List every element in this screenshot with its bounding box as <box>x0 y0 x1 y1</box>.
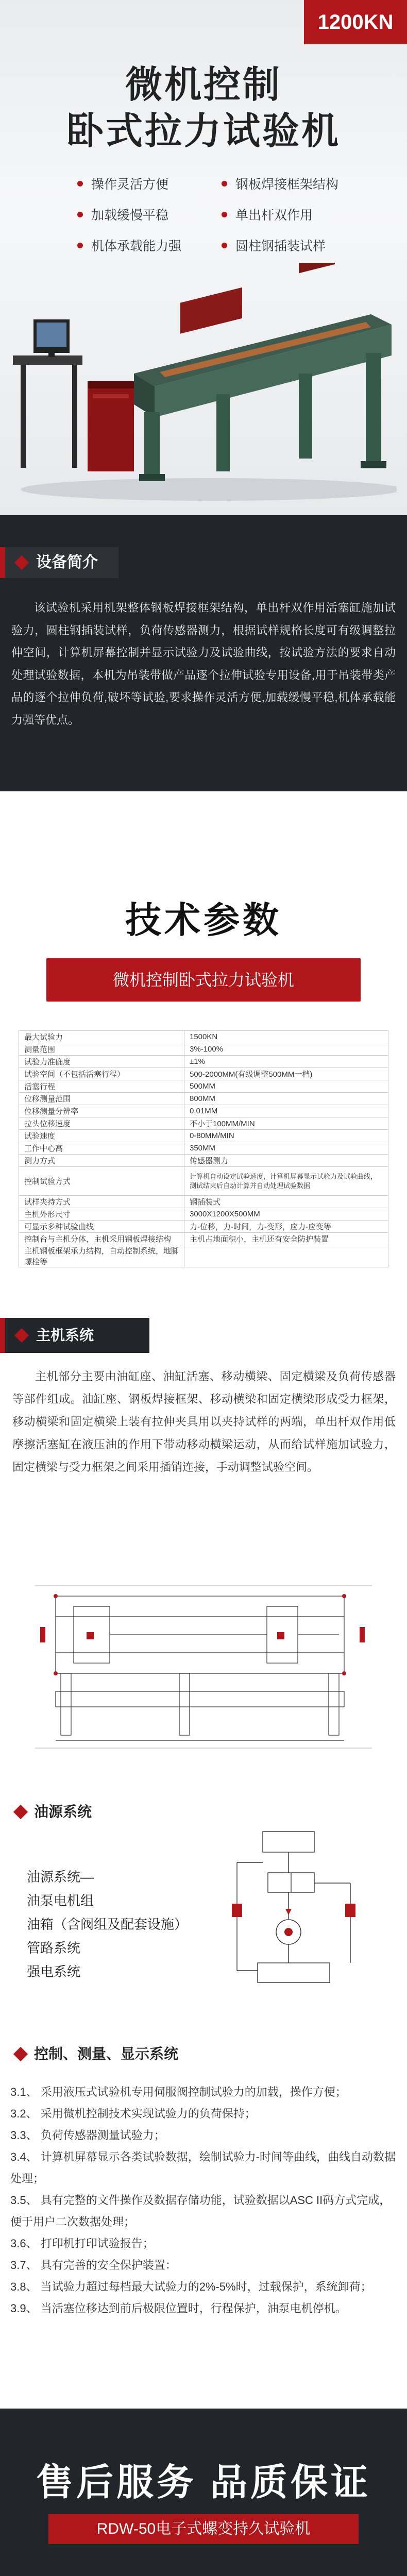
bullet-icon <box>77 243 83 248</box>
hydraulic-schematic <box>216 1821 376 1991</box>
list-item: 3.2、 采用微机控制技术实现试验力的负荷保持； <box>10 2107 256 2120</box>
table-row: 活塞行程 500MM <box>19 1080 388 1093</box>
list-item: 管路系统 <box>27 1940 81 1956</box>
list-item: 油源系统— <box>27 1869 94 1885</box>
table-row: 主机钢板框架承力结构，自动控制系统，地脚螺栓等 <box>19 1245 388 1267</box>
table-row: 拉头位移速度 不小于100MM/MIN <box>19 1117 388 1130</box>
list-item: 3.6、 打印机打印试验报告； <box>10 2237 154 2250</box>
list-item: 油箱（含阀组及配套设施） <box>27 1917 188 1932</box>
hero-title-line2: 卧式拉力试验机 <box>66 111 341 152</box>
spec-table <box>19 1030 388 1267</box>
table-row: 控制试验方式 计算机自动设定试验速度，计算机屏幕显示试验力及试验曲线，测试结束后自动计算并自动处理试验数据 <box>19 1167 388 1196</box>
bullet-icon <box>222 212 227 217</box>
main-system-heading-bar <box>0 1318 149 1353</box>
oil-system-heading: 油源系统 <box>34 1804 92 1820</box>
table-row: 试验空间（不包括活塞行程） 500-2000MM(有级调整500MM一档) <box>19 1068 388 1080</box>
feature-item: 钢板焊接框架结构 <box>222 174 366 193</box>
control-system-heading-bar <box>0 2038 196 2071</box>
bullet-icon <box>222 243 227 248</box>
list-item: 3.8、 当试验力超过每档最大试验力的2%-5%时，过载保护，系统卸荷； <box>10 2280 372 2293</box>
hero-title-line1: 微机控制 <box>125 64 282 106</box>
feature-item: 操作灵活方便 <box>77 174 222 193</box>
diamond-icon <box>14 555 29 570</box>
feature-item: 机体承载能力强 <box>77 236 222 255</box>
oil-system-list <box>27 1865 188 1984</box>
bullet-icon <box>222 181 227 187</box>
list-item: 3.7、 具有完善的安全保护装置： <box>10 2259 177 2272</box>
intro-paragraph: 该试验机采用机架整体钢板焊接框架结构，单出杆双作用活塞缸施加试验力，圆柱钢插装试样，负荷传感器测力，根据试样规格长度可有级调整拉伸空间，计算机屏幕控制并显示试验力及试验曲线，按试验方法的要求自动处理试验数据，本机为吊装带做产品逐个拉伸试验专用设备,用于吊装带类产品的逐个拉伸负荷,破坏等试验,要求操作灵活方便,加载缓慢平稳,机体承载能力强等优点。 <box>11 601 396 726</box>
diamond-icon <box>13 2047 28 2061</box>
after-sales-subtitle: RDW-50电子式螺变持久试验机 <box>48 2514 359 2544</box>
table-row: 可显示多种试验曲线 力-位移，力-时间，力-变形，应力-应变等 <box>19 1221 388 1233</box>
oil-system-heading-bar <box>0 1795 129 1828</box>
table-row: 测量范围 3%-100% <box>19 1043 388 1056</box>
list-item: 强电系统 <box>27 1964 81 1979</box>
feature-item: 单出杆双作用 <box>222 205 366 224</box>
table-row: 控制台与主机分体，主机采用钢板焊接结构 主机占地面积小，主机还有安全防护装置 <box>19 1233 388 1245</box>
table-row: 位移测量分辨率 0.01MM <box>19 1105 388 1117</box>
spec-banner: 微机控制卧式拉力试验机 <box>46 958 361 1002</box>
table-row: 试验速度 0-80MM/MIN <box>19 1130 388 1142</box>
after-sales-title: 售后服务 品质保证 <box>36 2462 371 2503</box>
table-row: 试验力准确度 ±1% <box>19 1056 388 1068</box>
table-row: 试样夹持方式 钢插装式 <box>19 1196 388 1208</box>
table-row: 主机外形尺寸 3000X1200X500MM <box>19 1208 388 1221</box>
feature-item: 圆柱钢插装试样 <box>222 236 366 255</box>
main-system-paragraph: 主机部分主要由油缸座、油缸活塞、移动横梁、固定横梁及负荷传感器等部件组成。油缸座、钢板焊接框架、移动横梁和固定横梁形成受力框架，移动横梁和固定横梁上装有拉伸夹具用以夹持试样的两端，单出杆双作用低摩擦活塞缸在液压油的作用下带动移动横梁运动，从而给试样施加试验力，固定横梁与受力框架之间采用插销连接，手动调整试验空间。 <box>12 1370 396 1473</box>
table-row: 最大试验力 1500KN <box>19 1031 388 1043</box>
list-item: 3.9、 当活塞位移达到前后极限位置时，行程保护，油泵电机停机。 <box>10 2302 347 2315</box>
intro-heading-bar <box>0 547 118 578</box>
bullet-icon <box>77 181 83 187</box>
table-row: 测力方式 传感器测力 <box>19 1155 388 1167</box>
main-system-heading: 主机系统 <box>36 1327 94 1343</box>
list-item: 3.1、 采用液压式试验机专用伺服阀控制试验力的加载，操作方便； <box>10 2086 347 2098</box>
table-row: 位移测量范围 800MM <box>19 1093 388 1105</box>
capacity-badge: 1200KN <box>304 0 407 44</box>
control-system-list <box>10 2081 397 2319</box>
list-item: 3.3、 负荷传感器测量试验力； <box>10 2129 165 2142</box>
diamond-icon <box>14 1328 29 1343</box>
intro-heading: 设备简介 <box>36 554 98 571</box>
list-item: 油泵电机组 <box>27 1893 94 1908</box>
feature-item: 加载缓慢平稳 <box>77 205 222 224</box>
machine-illustration <box>10 263 397 505</box>
table-row: 工作中心高 350MM <box>19 1142 388 1155</box>
diamond-icon <box>13 1805 28 1819</box>
control-system-heading: 控制、测量、显示系统 <box>34 2046 179 2062</box>
list-item: 3.5、 具有完整的文件操作及数据存储功能，试验数据以ASC II码方式完成，便于用户二次数据处理； <box>10 2194 391 2228</box>
feature-list <box>77 174 366 255</box>
list-item: 3.4、 计算机屏幕显示各类试验数据，绘制试验力-时间等曲线，曲线自动数据处理； <box>10 2150 396 2185</box>
spec-title: 技术参数 <box>125 900 282 940</box>
bullet-icon <box>77 212 83 217</box>
machine-drawing <box>25 1575 382 1753</box>
